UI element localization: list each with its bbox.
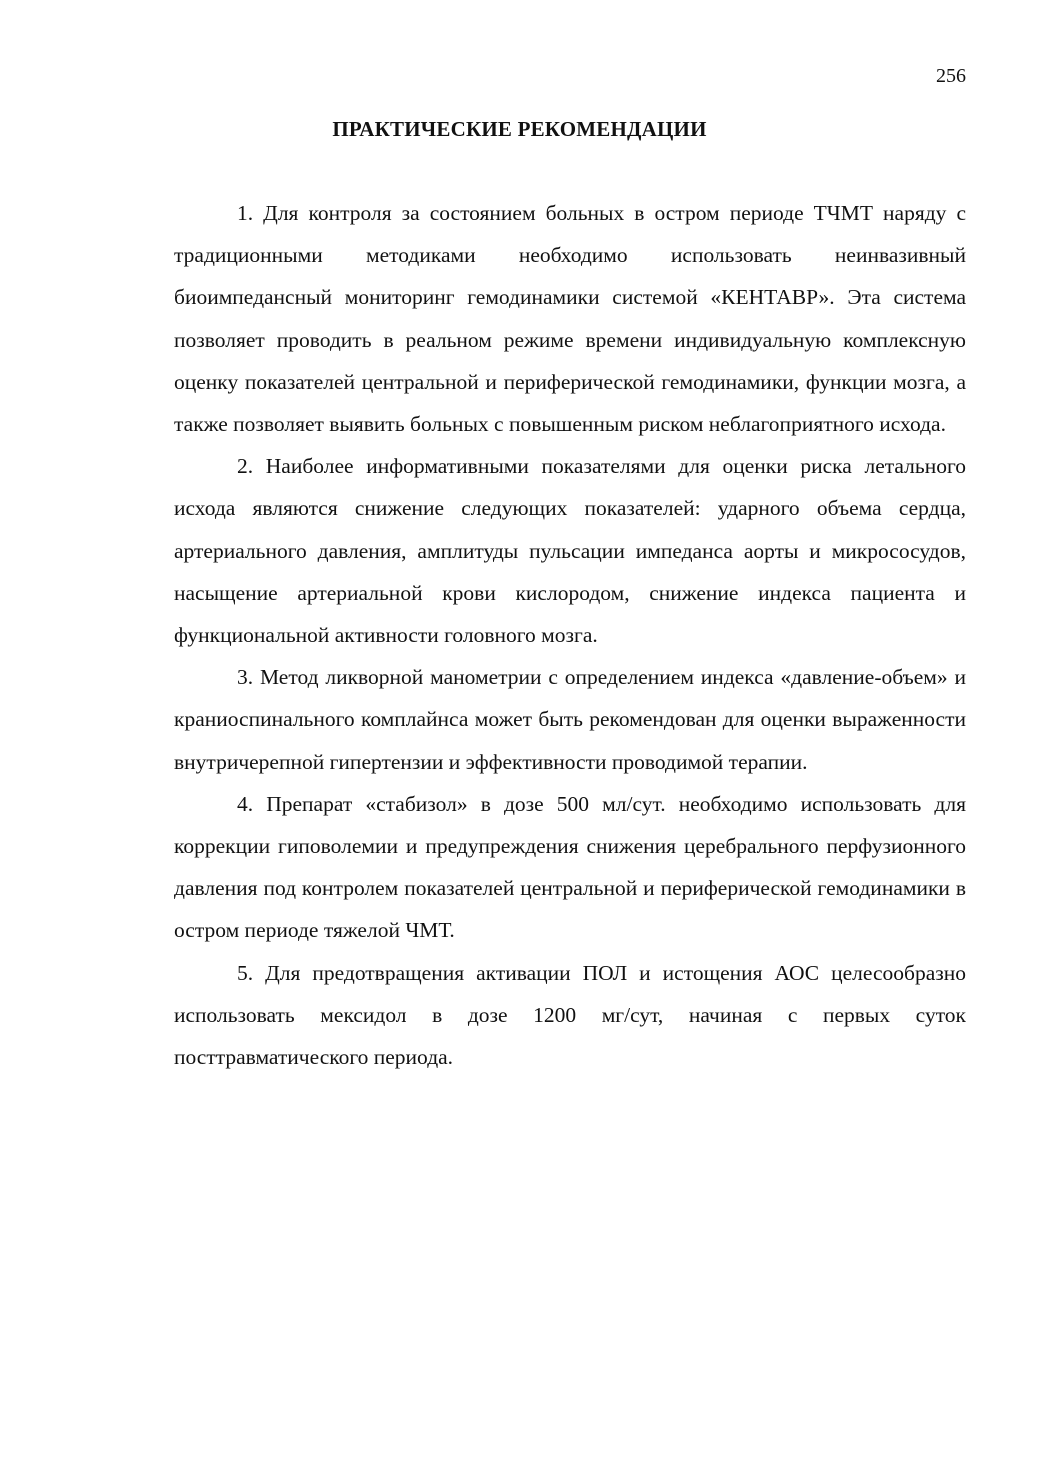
recommendation-paragraph-4: 4. Препарат «стабизол» в дозе 500 мл/сут. необходимо использовать для коррекции гиповолемии и предупреждения снижения церебрального перфузионного давления под контролем показателей центральной и периферической гемодинамики в остром периоде тяжелой ЧМТ. <box>174 791 966 943</box>
recommendation-paragraph-2: 2. Наиболее информативными показателями для оценки риска летального исхода являются снижение следующих показателей: ударного объема сердца, артериального давления, амплитуды пульсации импеданса аорты и микрососудов, насыщение артериальной крови кислородом, снижение индекса пациента и функциональной активности головного мозга. <box>174 454 966 648</box>
recommendation-paragraph-3: 3. Метод ликворной манометрии с определением индекса «давление-объем» и краниоспинального комплайнса может быть рекомендован для оценки выраженности внутричерепной гипертензии и эффективности проводимой терапии. <box>174 665 966 774</box>
recommendation-paragraph-5: 5. Для предотвращения активации ПОЛ и истощения АОС целесообразно использовать мексидол в дозе 1200 мг/сут, начиная с первых суток посттравматического периода. <box>174 960 966 1070</box>
page-title: ПРАКТИЧЕСКИЕ РЕКОМЕНДАЦИИ <box>332 117 707 141</box>
page-number: 256 <box>936 65 966 87</box>
recommendation-paragraph-1: 1. Для контроля за состоянием больных в остром периоде ТЧМТ наряду с традиционными методиками необходимо использовать неинвазивный биоимпедансный мониторинг гемодинамики системой «КЕНТАВР». Эта система позволяет проводить в реальном режиме времени индивидуальную комплексную оценку показателей центральной и периферической гемодинамики, функции мозга, а также позволяет выявить больных с повышенным риском неблагоприятного исхода. <box>174 201 966 437</box>
document-body <box>174 192 966 1078</box>
